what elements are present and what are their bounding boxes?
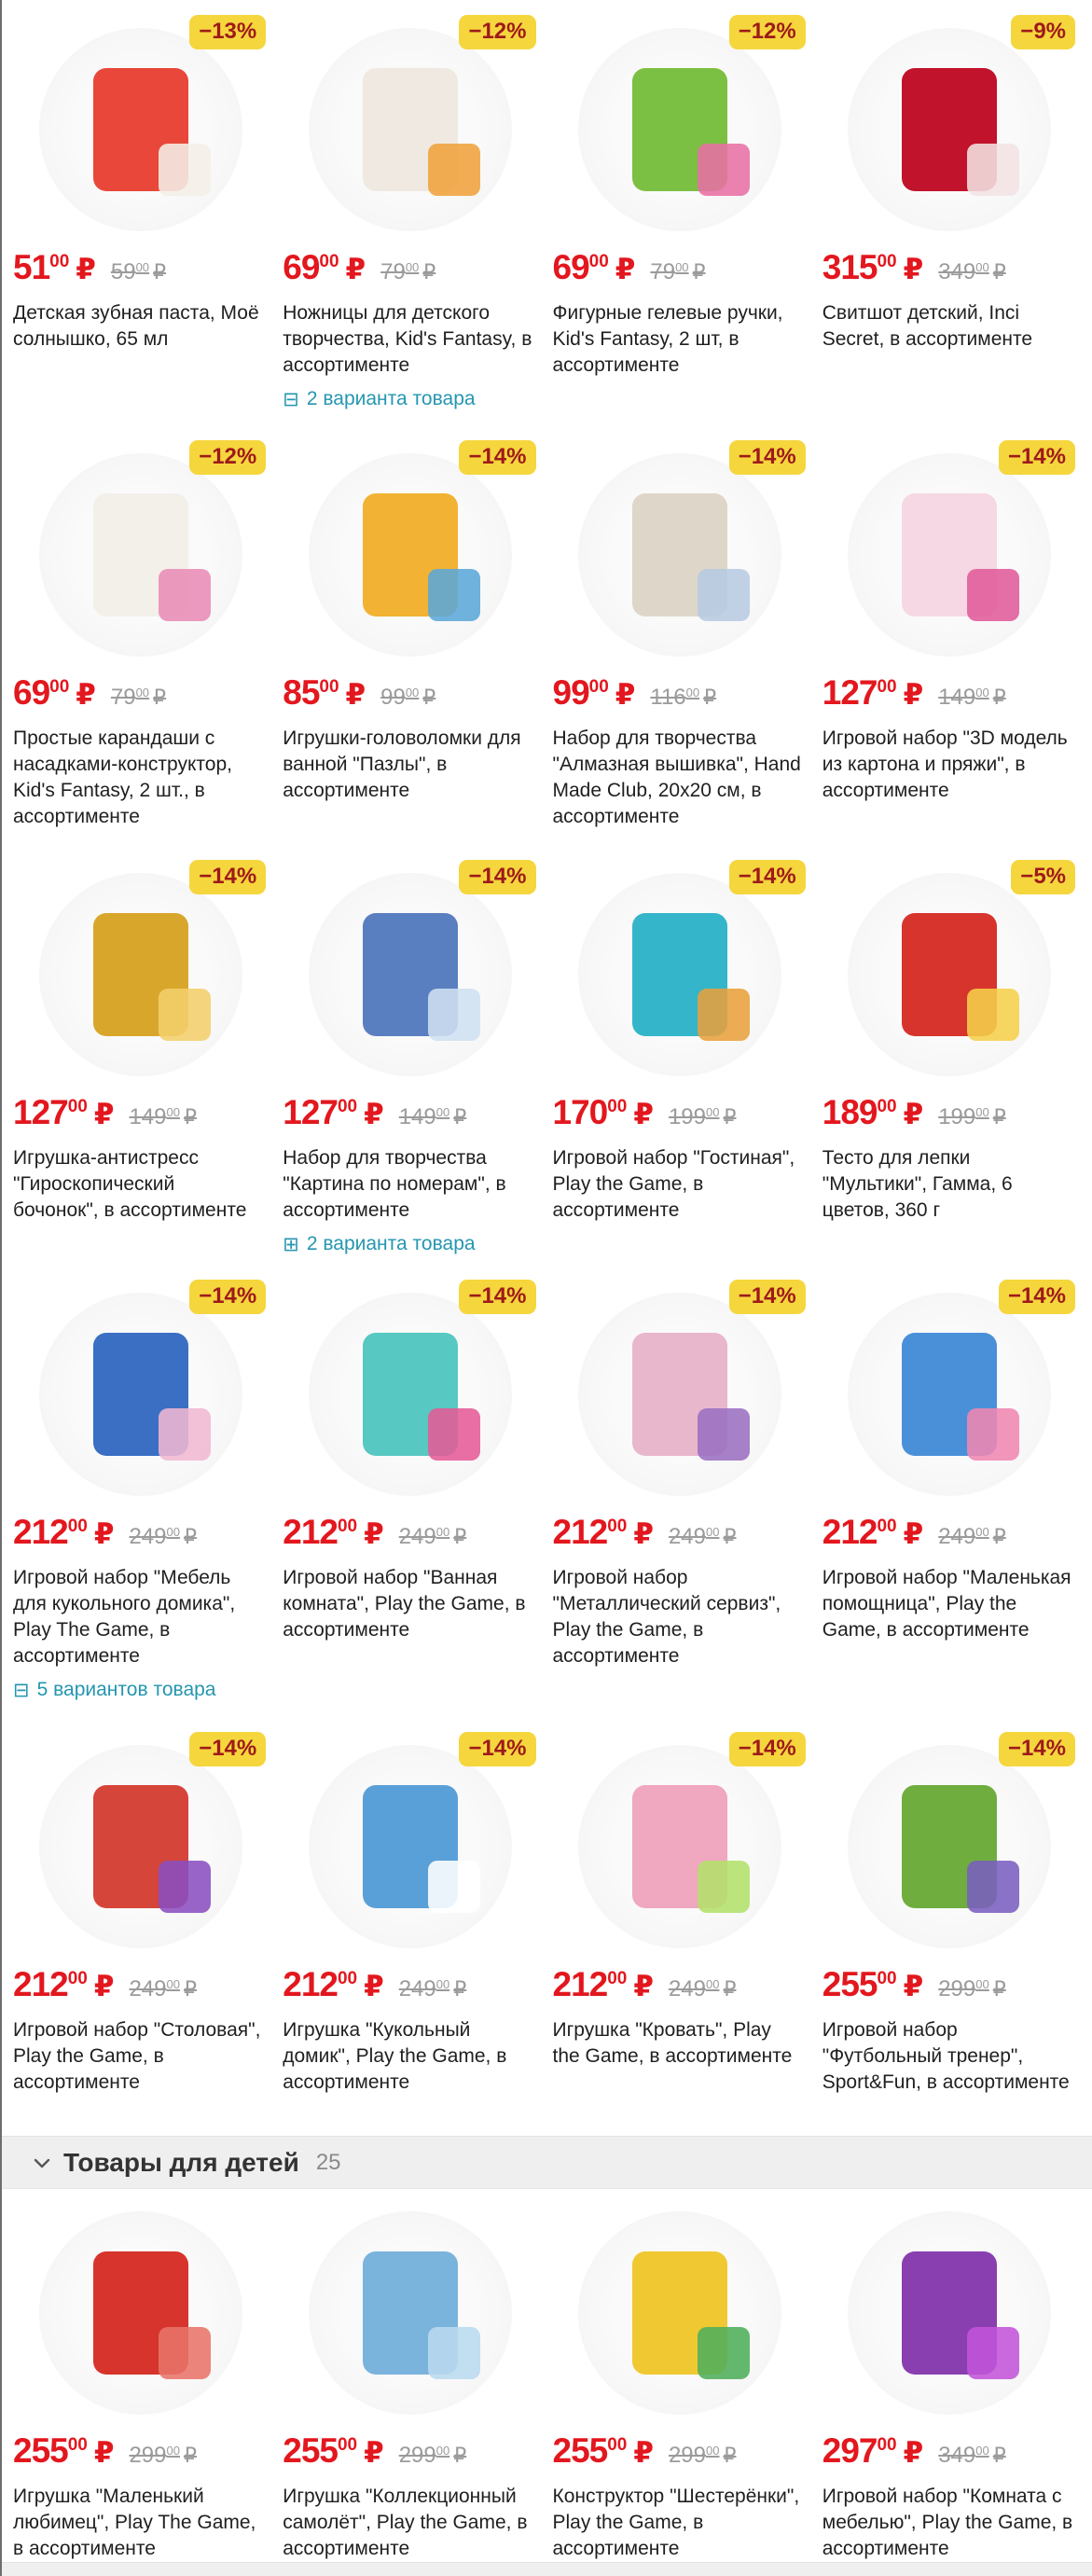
ruble-sign: ₽ (93, 1517, 115, 1550)
product-image-accent (428, 2327, 480, 2379)
product-image-accent (967, 1861, 1019, 1913)
discount-badge: −14% (459, 440, 535, 475)
product-image[interactable] (553, 2195, 808, 2430)
current-price: 21200 ₽ (13, 1965, 115, 2003)
product-card[interactable] (283, 11, 537, 436)
ruble-sign: ₽ (183, 1105, 197, 1129)
variants-link[interactable] (13, 1679, 268, 1701)
ruble-sign: ₽ (183, 1977, 197, 2001)
price-line (822, 1513, 1077, 1552)
variants-label: 2 варианта товара (306, 1233, 476, 1254)
ruble-sign: ₽ (153, 260, 167, 284)
old-price: $149^{00}$ ₽ (129, 1104, 197, 1129)
product-card[interactable] (822, 1276, 1077, 1728)
product-title[interactable]: Игровой набор "Маленькая помощница", Play the Game, в ассортименте (822, 1567, 1071, 1641)
product-image-accent (698, 2327, 750, 2379)
ruble-sign: ₽ (633, 1517, 654, 1550)
price-line (13, 1965, 268, 2004)
discount-badge: −14% (999, 440, 1075, 475)
ruble-sign: ₽ (903, 253, 924, 285)
ruble-sign: ₽ (992, 260, 1006, 284)
ruble-sign: ₽ (723, 1977, 737, 2001)
old-price: $249^{00}$ ₽ (398, 1524, 467, 1549)
product-image-accent (698, 1408, 750, 1461)
price-line (553, 1093, 808, 1132)
discount-badge: −12% (729, 15, 806, 49)
price-line (822, 248, 1077, 287)
product-row (2, 1276, 1092, 1728)
ruble-sign: ₽ (345, 253, 366, 285)
product-card[interactable] (553, 11, 808, 436)
product-image-accent (428, 989, 480, 1041)
product-title[interactable]: Игровой набор "Мебель для кукольного домика", Play The Game, в ассортименте (13, 1567, 236, 1667)
discount-badge: −14% (729, 1732, 806, 1766)
price-line (822, 2431, 1077, 2471)
ruble-sign: ₽ (992, 1977, 1006, 2001)
current-price: 21200 ₽ (552, 1513, 654, 1551)
current-price: 21200 ₽ (283, 1513, 384, 1551)
ruble-sign: ₽ (453, 1105, 467, 1129)
price-line (553, 673, 808, 713)
old-price: $249^{00}$ ₽ (668, 1976, 737, 2001)
discount-badge: −14% (459, 860, 535, 894)
product-title[interactable]: Игровой набор "Металлический сервиз", Play the Game, в ассортименте (552, 1567, 781, 1667)
discount-badge: −14% (729, 440, 806, 475)
ruble-sign: ₽ (364, 2436, 384, 2469)
old-price: $349^{00}$ ₽ (938, 2443, 1006, 2468)
collapse-variants-icon: ⊟ (283, 388, 299, 410)
product-image-accent (698, 569, 750, 621)
price-line (283, 248, 537, 287)
product-card[interactable] (283, 1728, 537, 2136)
product-title[interactable]: Детская зубная паста, Моё солнышко, 65 мл (13, 302, 259, 350)
product-card[interactable] (822, 11, 1077, 436)
ruble-sign: ₽ (903, 1970, 924, 2002)
old-price: $199^{00}$ ₽ (938, 1104, 1006, 1129)
price-line (822, 673, 1077, 713)
product-image-accent (967, 569, 1019, 621)
variants-link[interactable] (283, 388, 537, 410)
product-image-accent (428, 1408, 480, 1461)
product-card[interactable] (822, 2195, 1077, 2562)
current-price: 12700 ₽ (822, 673, 924, 712)
ruble-sign: ₽ (93, 1098, 115, 1130)
product-title[interactable]: Игрушка-антистресс "Гироскопический бочонок", в ассортименте (13, 1147, 247, 1221)
product-title[interactable]: Фигурные гелевые ручки, Kid's Fantasy, 2 шт, в ассортименте (552, 302, 783, 376)
product-card[interactable] (13, 11, 268, 436)
product-image-accent (967, 144, 1019, 196)
section-header[interactable] (2, 2136, 1092, 2189)
product-image-circle (39, 2211, 242, 2415)
product-title[interactable]: Игровой набор "Ванная комната", Play the Game, в ассортименте (283, 1567, 526, 1641)
product-image-accent (159, 1408, 211, 1461)
current-price: 21200 ₽ (552, 1965, 654, 2003)
current-price: 25500 ₽ (822, 1965, 924, 2003)
ruble-sign: ₽ (364, 1517, 384, 1550)
ruble-sign: ₽ (422, 260, 436, 284)
discount-badge: −12% (459, 15, 535, 49)
product-image-accent (698, 144, 750, 196)
current-price: 6900 ₽ (13, 673, 96, 712)
ruble-sign: ₽ (903, 1098, 924, 1130)
product-card[interactable] (553, 1728, 808, 2136)
discount-badge: −12% (189, 440, 266, 475)
product-image-circle (309, 453, 512, 657)
product-image-circle (309, 2211, 512, 2415)
product-row (2, 436, 1092, 856)
ruble-sign: ₽ (345, 678, 366, 711)
product-image-circle (848, 873, 1051, 1076)
price-line (13, 673, 268, 713)
discount-badge: −5% (1011, 860, 1075, 894)
discount-badge: −14% (459, 1732, 535, 1766)
product-card[interactable] (283, 1276, 537, 1728)
current-price: 12700 ₽ (13, 1093, 115, 1131)
product-image-accent (698, 1861, 750, 1913)
product-title[interactable]: Игровой набор "Футбольный тренер", Sport&Fun, в ассортименте (822, 2019, 1070, 2093)
price-line (13, 248, 268, 287)
ruble-sign: ₽ (723, 2444, 737, 2467)
product-image-circle (848, 453, 1051, 657)
product-image-circle (309, 1293, 512, 1496)
product-image[interactable] (283, 2195, 537, 2430)
price-line (822, 1093, 1077, 1132)
ruble-sign: ₽ (364, 1970, 384, 2002)
product-card[interactable] (822, 1728, 1077, 2136)
product-card[interactable] (13, 856, 268, 1276)
product-row (2, 1728, 1092, 2136)
current-price: 9900 ₽ (552, 673, 636, 712)
product-card[interactable] (553, 1276, 808, 1728)
product-image-circle (848, 28, 1051, 231)
ruble-sign: ₽ (364, 1098, 384, 1130)
price-line (553, 248, 808, 287)
current-price: 17000 ₽ (552, 1093, 654, 1131)
price-line (283, 673, 537, 713)
product-image-circle (578, 1745, 781, 1948)
product-image[interactable] (822, 2195, 1077, 2430)
current-price: 21200 ₽ (13, 1513, 115, 1551)
current-price: 25500 ₽ (283, 2431, 384, 2470)
old-price: $249^{00}$ ₽ (938, 1524, 1006, 1549)
ruble-sign: ₽ (903, 1517, 924, 1550)
product-image-circle (39, 873, 242, 1076)
price-line (553, 2431, 808, 2471)
price-line (13, 2431, 268, 2471)
product-title[interactable]: Ножницы для детского творчества, Kid's Fantasy, в ассортименте (283, 302, 532, 376)
product-card[interactable] (553, 436, 808, 856)
current-price: 29700 ₽ (822, 2431, 924, 2470)
product-card[interactable] (13, 1728, 268, 2136)
ruble-sign: ₽ (723, 1525, 737, 1548)
old-price: $299^{00}$ ₽ (129, 2443, 197, 2468)
price-line (283, 1093, 537, 1132)
product-image-accent (428, 144, 480, 196)
product-image-accent (159, 989, 211, 1041)
ruble-sign: ₽ (422, 686, 436, 709)
ruble-sign: ₽ (992, 686, 1006, 709)
old-price: $79^{00}$ ₽ (380, 259, 436, 284)
product-image-circle (578, 2211, 781, 2415)
price-line (553, 1965, 808, 2004)
discount-badge: −14% (189, 1280, 266, 1314)
ruble-sign: ₽ (76, 253, 96, 285)
current-price: 31500 ₽ (822, 248, 924, 286)
product-image-circle (848, 1745, 1051, 1948)
product-title[interactable]: Игрушки-головоломки для ванной "Пазлы", в ассортименте (283, 727, 521, 801)
price-line (13, 1093, 268, 1132)
price-line (13, 1513, 268, 1552)
product-card[interactable] (13, 2195, 268, 2562)
product-image-circle (39, 1293, 242, 1496)
old-price: $349^{00}$ ₽ (938, 259, 1006, 284)
ruble-sign: ₽ (453, 1525, 467, 1548)
current-price: 18900 ₽ (822, 1093, 924, 1131)
old-price: $249^{00}$ ₽ (129, 1976, 197, 2001)
product-title[interactable]: Набор для творчества "Алмазная вышивка", Hand Made Club, 20x20 см, в ассортименте (552, 727, 801, 827)
discount-badge: −14% (729, 860, 806, 894)
old-price: $249^{00}$ ₽ (129, 1524, 197, 1549)
product-card[interactable] (283, 856, 537, 1276)
product-image-circle (848, 2211, 1051, 2415)
next-section-band (2, 2562, 1092, 2576)
current-price: 21200 ₽ (283, 1965, 384, 2003)
product-image-circle (39, 28, 242, 231)
discount-badge: −14% (999, 1280, 1075, 1314)
product-image-circle (578, 28, 781, 231)
product-title[interactable]: Игрушка "Коллекционный самолёт", Play the Game, в ассортименте (283, 2486, 528, 2559)
ruble-sign: ₽ (992, 1525, 1006, 1548)
product-title[interactable]: Свитшот детский, Inci Secret, в ассортименте (822, 302, 1033, 350)
product-card[interactable] (283, 2195, 537, 2562)
product-image-accent (967, 1408, 1019, 1461)
discount-badge: −14% (189, 1732, 266, 1766)
ruble-sign: ₽ (723, 1105, 737, 1129)
current-price: 8500 ₽ (283, 673, 366, 712)
product-card[interactable] (283, 436, 537, 856)
ruble-sign: ₽ (453, 1977, 467, 2001)
variants-link[interactable] (283, 1233, 537, 1255)
product-image-accent (967, 989, 1019, 1041)
price-line (553, 1513, 808, 1552)
product-row (2, 0, 1092, 436)
ruble-sign: ₽ (183, 2444, 197, 2467)
product-card[interactable] (13, 436, 268, 856)
product-card[interactable] (822, 856, 1077, 1276)
product-title[interactable]: Тесто для лепки "Мультики", Гамма, 6 цветов, 360 г (822, 1147, 1013, 1221)
current-price: 25500 ₽ (13, 2431, 115, 2470)
current-price: 5100 ₽ (13, 248, 96, 286)
product-row (2, 856, 1092, 1276)
product-title[interactable]: Игровой набор "Гостиная", Play the Game, в ассортименте (552, 1147, 795, 1221)
expand-variants-icon: ⊞ (283, 1233, 299, 1255)
product-image-circle (848, 1293, 1051, 1496)
current-price: 6900 ₽ (552, 248, 636, 286)
discount-badge: −14% (999, 1732, 1075, 1766)
ruble-sign: ₽ (903, 2436, 924, 2469)
old-price: $149^{00}$ ₽ (938, 685, 1006, 710)
product-title[interactable]: Игрушка "Кукольный домик", Play the Game, в ассортименте (283, 2019, 507, 2093)
product-title[interactable]: Игровой набор "Комната с мебелью", Play the Game, в ассортименте (822, 2486, 1073, 2559)
price-line (822, 1965, 1077, 2004)
discount-badge: −9% (1011, 15, 1075, 49)
product-card[interactable] (553, 2195, 808, 2562)
product-card[interactable] (553, 856, 808, 1276)
product-image[interactable] (13, 2195, 268, 2430)
old-price: $149^{00}$ ₽ (398, 1104, 467, 1129)
ruble-sign: ₽ (615, 253, 636, 285)
product-card[interactable] (822, 436, 1077, 856)
old-price: $299^{00}$ ₽ (938, 1976, 1006, 2001)
product-image-accent (428, 1861, 480, 1913)
price-line (283, 1965, 537, 2004)
old-price: $299^{00}$ ₽ (668, 2443, 737, 2468)
variants-label: 5 вариантов товара (36, 1679, 216, 1700)
product-image-circle (309, 28, 512, 231)
variants-label: 2 варианта товара (306, 388, 476, 409)
product-title[interactable]: Конструктор "Шестерёнки", Play the Game, в ассортименте (552, 2486, 800, 2559)
discount-badge: −14% (189, 860, 266, 894)
discount-badge: −14% (459, 1280, 535, 1314)
product-image-accent (967, 2327, 1019, 2379)
product-image-accent (159, 569, 211, 621)
ruble-sign: ₽ (903, 678, 924, 711)
product-image-circle (578, 873, 781, 1076)
product-image-circle (309, 1745, 512, 1948)
ruble-sign: ₽ (93, 2436, 115, 2469)
current-price: 12700 ₽ (283, 1093, 384, 1131)
ruble-sign: ₽ (76, 678, 96, 711)
product-image-accent (159, 144, 211, 196)
ruble-sign: ₽ (633, 2436, 654, 2469)
product-image-circle (39, 453, 242, 657)
product-image-accent (428, 569, 480, 621)
old-price: $249^{00}$ ₽ (668, 1524, 737, 1549)
product-image-accent (698, 989, 750, 1041)
ruble-sign: ₽ (153, 686, 167, 709)
product-title[interactable]: Простые карандаши с насадками-конструктор, Kid's Fantasy, 2 шт., в ассортименте (13, 727, 232, 827)
section-title: Товары для детей (63, 2147, 299, 2177)
product-image-circle (578, 453, 781, 657)
current-price: 25500 ₽ (552, 2431, 654, 2470)
ruble-sign: ₽ (992, 1105, 1006, 1129)
product-image-circle (39, 1745, 242, 1948)
product-card[interactable] (13, 1276, 268, 1728)
ruble-sign: ₽ (703, 686, 717, 709)
old-price: $99^{00}$ ₽ (380, 685, 436, 710)
old-price: $79^{00}$ ₽ (110, 685, 167, 710)
old-price: $59^{00}$ ₽ (110, 259, 167, 284)
ruble-sign: ₽ (692, 260, 706, 284)
product-title[interactable]: Игрушка "Маленький любимец", Play The Game, в ассортименте (13, 2486, 256, 2559)
current-price: 6900 ₽ (283, 248, 366, 286)
old-price: $249^{00}$ ₽ (398, 1976, 467, 2001)
ruble-sign: ₽ (992, 2444, 1006, 2467)
ruble-sign: ₽ (93, 1970, 115, 2002)
price-line (283, 1513, 537, 1552)
old-price: $299^{00}$ ₽ (398, 2443, 467, 2468)
old-price: $79^{00}$ ₽ (650, 259, 706, 284)
product-title[interactable]: Игровой набор "Столовая", Play the Game, в ассортименте (13, 2019, 261, 2093)
ruble-sign: ₽ (633, 1970, 654, 2002)
product-title[interactable]: Набор для творчества "Картина по номерам", в ассортименте (283, 1147, 506, 1221)
ruble-sign: ₽ (183, 1525, 197, 1548)
product-title[interactable]: Игровой набор "3D модель из картона и пряжи", в ассортименте (822, 727, 1068, 801)
product-image-circle (309, 873, 512, 1076)
discount-badge: −13% (189, 15, 266, 49)
discount-badge: −14% (729, 1280, 806, 1314)
price-line (283, 2431, 537, 2471)
ruble-sign: ₽ (633, 1098, 654, 1130)
ruble-sign: ₽ (453, 2444, 467, 2467)
collapse-variants-icon: ⊟ (13, 1679, 30, 1701)
section-count: 25 (315, 2149, 341, 2175)
old-price: $116^{00}$ ₽ (650, 685, 717, 710)
chevron-down-icon[interactable] (34, 2157, 50, 2168)
product-title[interactable]: Игрушка "Кровать", Play the Game, в ассортименте (552, 2019, 793, 2067)
ruble-sign: ₽ (615, 678, 636, 711)
product-image-circle (578, 1293, 781, 1496)
product-image-accent (159, 1861, 211, 1913)
current-price: 21200 ₽ (822, 1513, 924, 1551)
old-price: $199^{00}$ ₽ (668, 1104, 737, 1129)
product-row (2, 2189, 1092, 2562)
product-image-accent (159, 2327, 211, 2379)
